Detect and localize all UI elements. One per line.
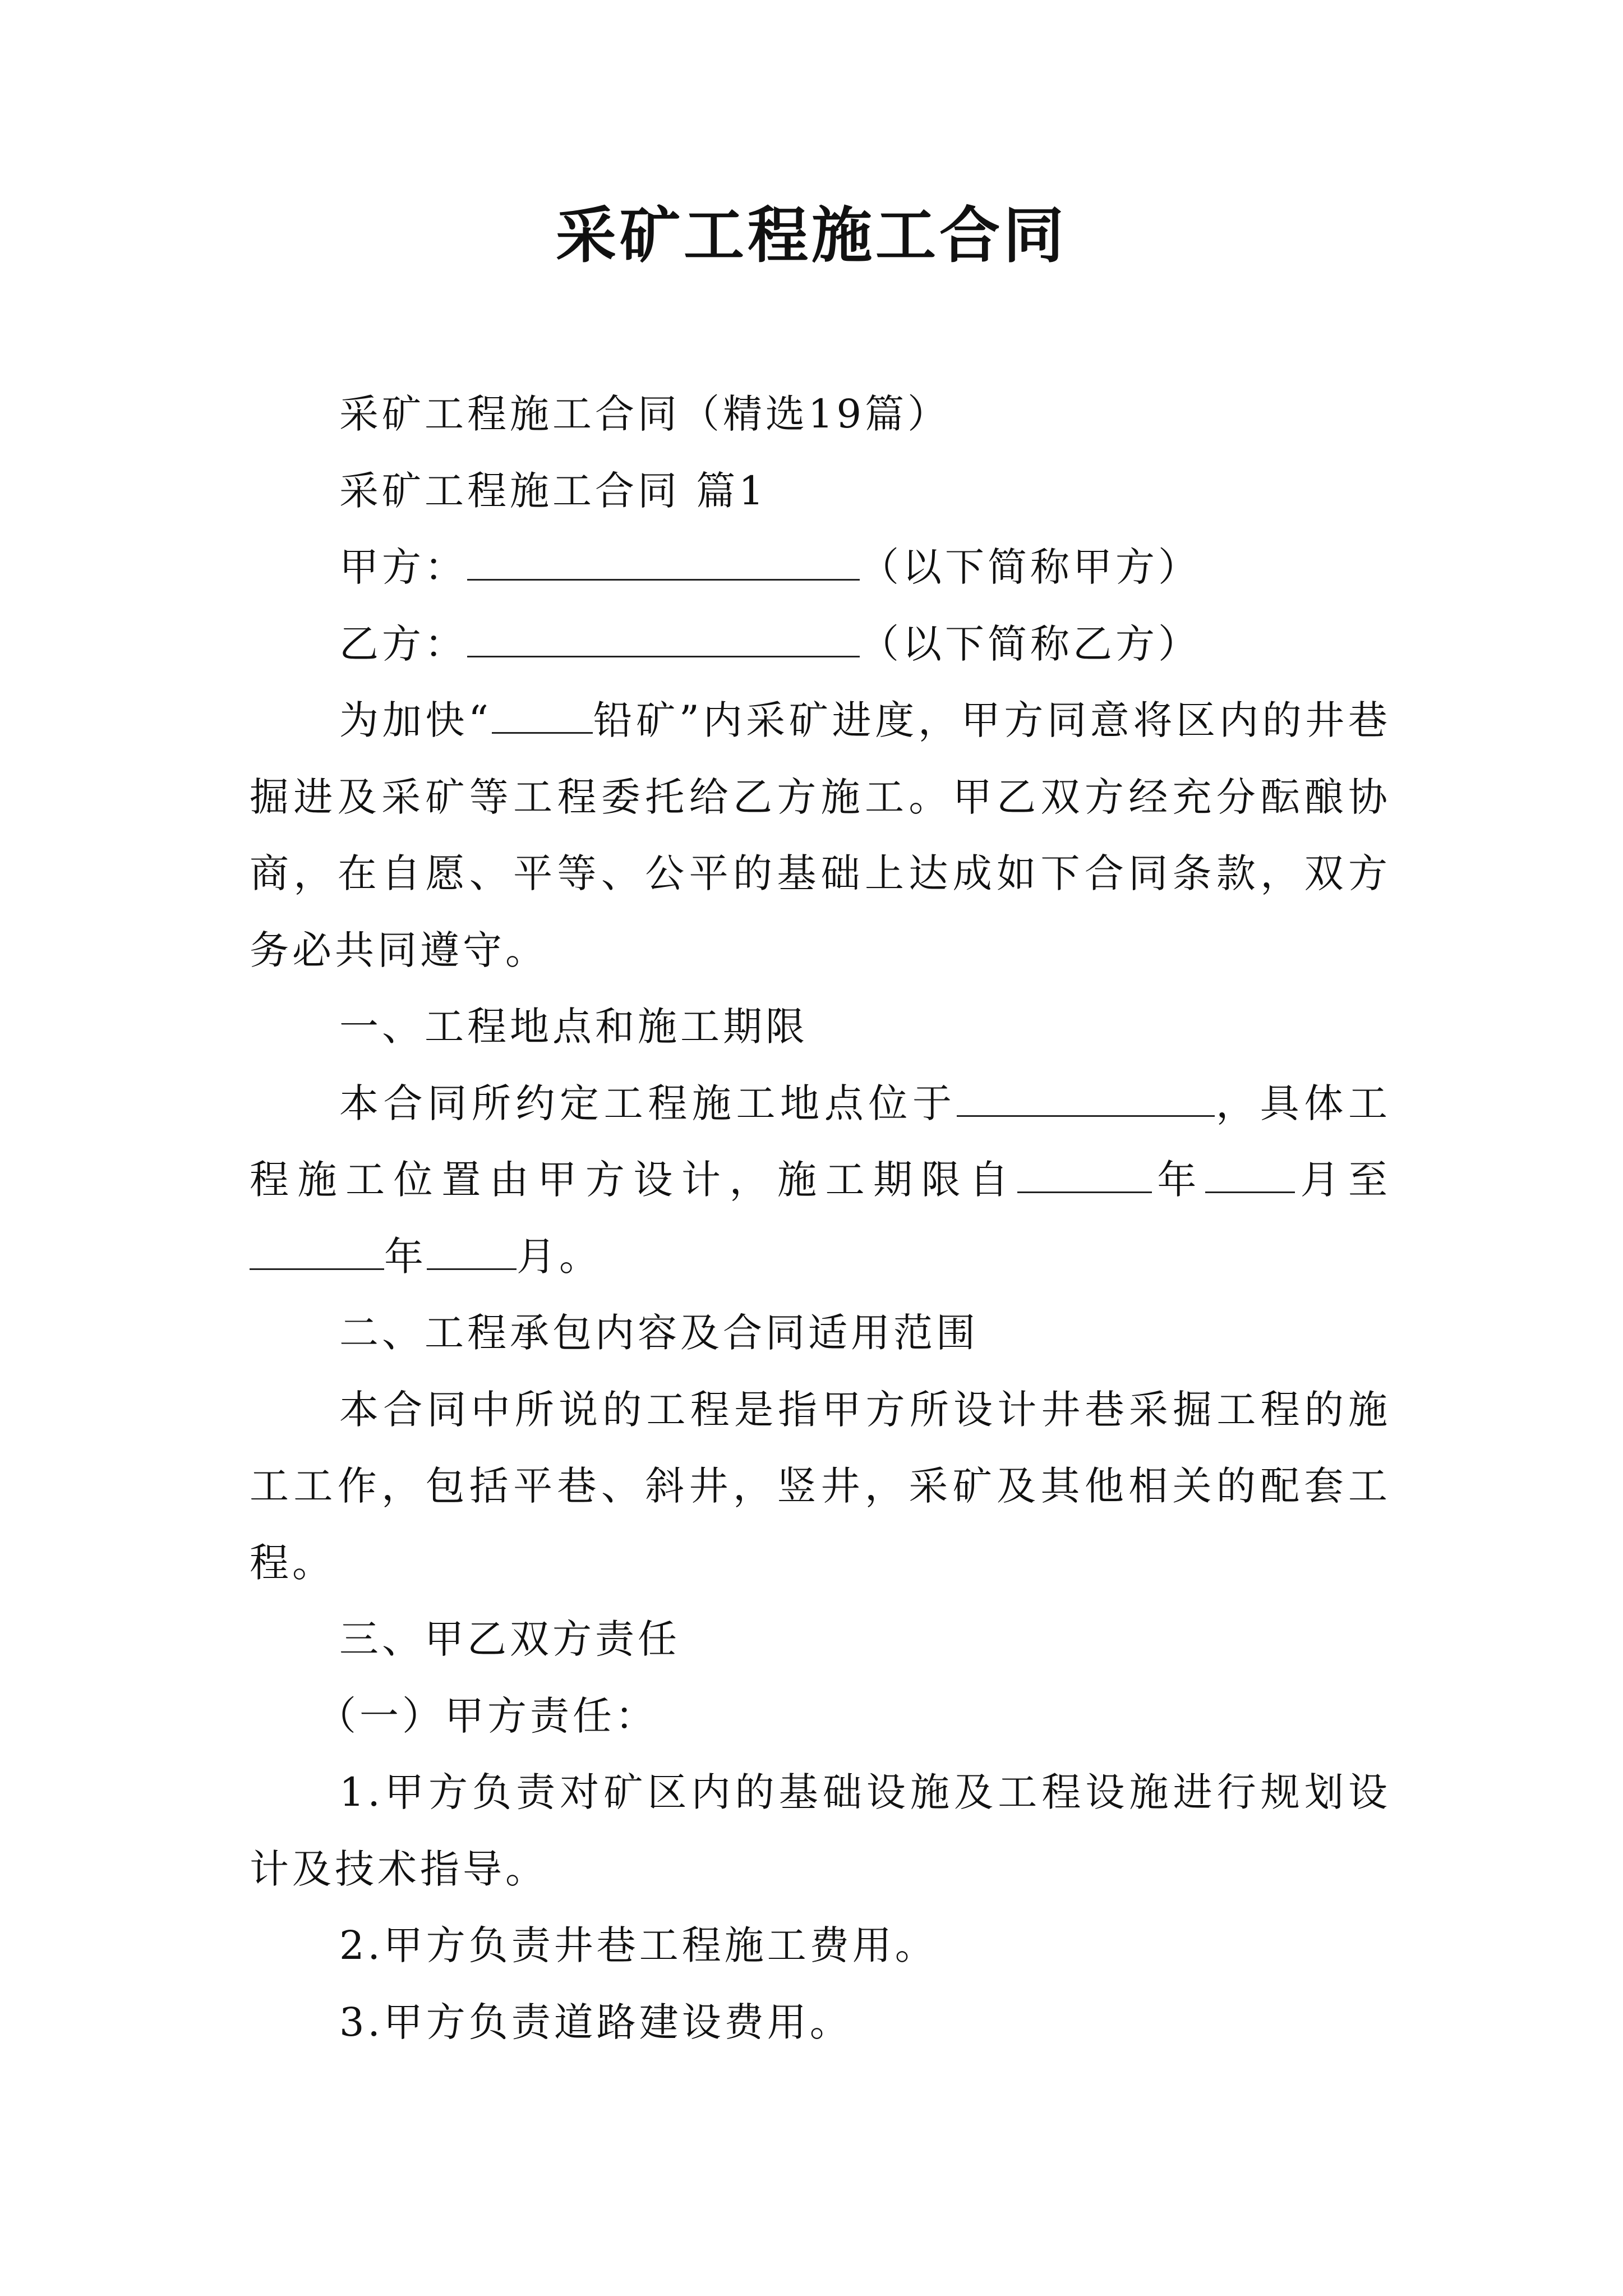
party-a-label: 甲方： [339, 544, 467, 590]
clause1-text-1: 本合同所约定工程施工地点位于 [339, 1080, 957, 1126]
clause1-text-4: 月至 [1294, 1157, 1391, 1203]
clause1-paragraph [250, 1065, 1391, 1295]
location-blank [957, 1080, 1215, 1117]
start-month-blank [1205, 1156, 1295, 1193]
party-b-suffix: （以下简称乙方） [860, 620, 1201, 667]
section-heading: 采矿工程施工合同 篇1 [339, 467, 767, 514]
party-b-blank [467, 620, 860, 657]
party-b-line [250, 606, 1391, 683]
clause1-heading: 一、工程地点和施工期限 [339, 1004, 808, 1050]
end-month-blank [427, 1233, 517, 1270]
document-title: 采矿工程施工合同 [555, 200, 1067, 271]
clause1-text-3: 年 [1151, 1157, 1205, 1203]
intro-text-start: 为加快“ [339, 697, 492, 743]
clause2-heading: 二、工程承包内容及合同适用范围 [339, 1310, 979, 1356]
party-a-suffix: （以下简称甲方） [860, 544, 1201, 590]
clause2-paragraph: 本合同中所说的工程是指甲方所设计井巷采掘工程的施工工作，包括平巷、斜井，竖井，采矿及其他相关的配套工程。 [250, 1386, 1391, 1586]
party-a-line [250, 529, 1391, 606]
clause3-item-1: 1.甲方负责对矿区内的基础设施及工程设施进行规划设计及技术指导。 [250, 1769, 1391, 1892]
subtitle: 采矿工程施工合同（精选19篇） [339, 391, 951, 437]
intro-text-rest: 铅矿”内采矿进度，甲方同意将区内的井巷掘进及采矿等工程委托给乙方施工。甲乙双方经充分酝酿协商，在自愿、平等、公平的基础上达成如下合同条款，双方务必共同遵守。 [250, 697, 1391, 973]
party-b-label: 乙方： [339, 620, 467, 667]
clause3-sub-heading: （一）甲方责任： [317, 1692, 658, 1739]
clause3-item-3: 3.甲方负责道路建设费用。 [339, 1999, 852, 2045]
intro-paragraph [250, 682, 1391, 988]
clause3-heading: 三、甲乙双方责任 [339, 1616, 680, 1662]
party-a-blank [467, 544, 860, 581]
clause3-item-2: 2.甲方负责井巷工程施工费用。 [339, 1922, 938, 1968]
clause1-text-5: 年 [384, 1233, 427, 1280]
mine-name-blank [492, 697, 593, 734]
end-year-blank [250, 1233, 384, 1270]
clause1-text-6: 月。 [517, 1233, 602, 1280]
start-year-blank [1017, 1156, 1152, 1193]
document-body [250, 376, 1391, 2060]
clause1-text-2: ，具体工程施工位置由甲方设计，施工期限自 [250, 1080, 1391, 1203]
